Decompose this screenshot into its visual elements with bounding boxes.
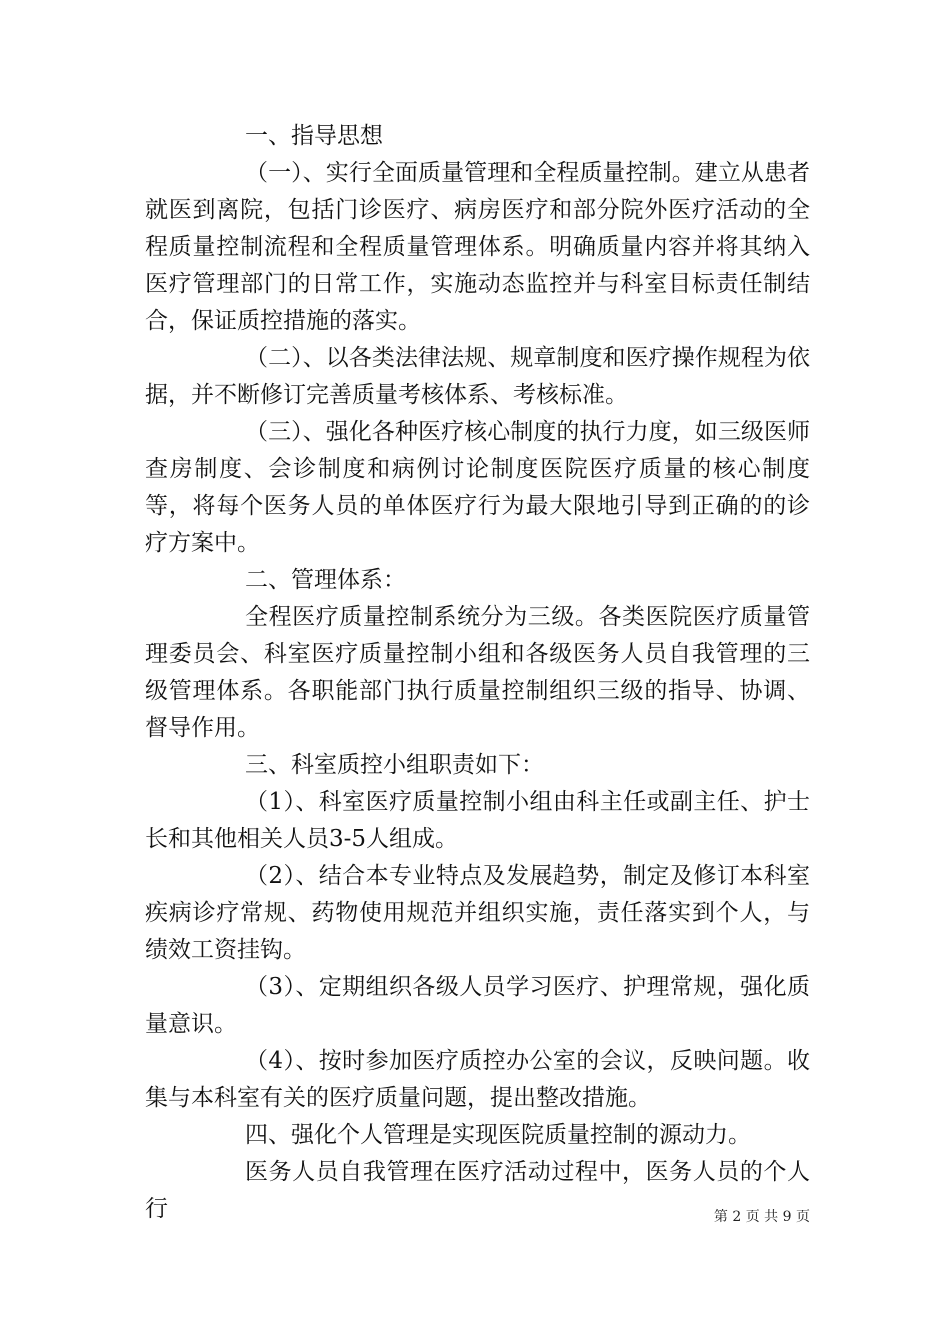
paragraph-item-3: （三）、强化各种医疗核心制度的执行力度，如三级医师查房制度、会诊制度和病例讨论制度医院医疗质量的核心制度等，将每个医务人员的单体医疗行为最大限地引导到正确的的诊疗方案中。 xyxy=(145,419,810,556)
paragraph-personal-management: 医务人员自我管理在医疗活动过程中，医务人员的个人行 xyxy=(145,1159,810,1222)
section-heading-guiding-idea: 一、指导思想 xyxy=(245,123,383,149)
section-heading-qc-group-duties: 三、科室质控小组职责如下： xyxy=(245,752,544,778)
paragraph-item-1: （一）、实行全面质量管理和全程质量控制。建立从患者就医到离院，包括门诊医疗、病房医疗和部分院外医疗活动的全程质量控制流程和全程质量管理体系。明确质量内容并将其纳入医疗管理部门的日常工作，实施动态监控并与科室目标责任制结合，保证质控措施的落实。 xyxy=(145,160,810,334)
paragraph-duty-1: （1）、科室医疗质量控制小组由科主任或副主任、护士长和其他相关人员3-5人组成。 xyxy=(145,789,810,852)
page-number-footer: 第 2 页 共 9 页 xyxy=(713,1209,810,1225)
paragraph-duty-4: （4）、按时参加医疗质控办公室的会议，反映问题。收集与本科室有关的医疗质量问题，提出整改措施。 xyxy=(145,1048,810,1111)
section-heading-personal-management: 四、强化个人管理是实现医院质量控制的源动力。 xyxy=(245,1122,751,1148)
paragraph-management-system: 全程医疗质量控制系统分为三级。各类医院医疗质量管理委员会、科室医疗质量控制小组和各级医务人员自我管理的三级管理体系。各职能部门执行质量控制组织三级的指导、协调、督导作用。 xyxy=(145,604,810,741)
section-heading-management-system: 二、管理体系： xyxy=(245,567,406,593)
paragraph-item-2: （二）、以各类法律法规、规章制度和医疗操作规程为依据，并不断修订完善质量考核体系、考核标准。 xyxy=(145,345,810,408)
paragraph-duty-2: （2）、结合本专业特点及发展趋势，制定及修订本科室疾病诊疗常规、药物使用规范并组织实施，责任落实到个人，与绩效工资挂钩。 xyxy=(145,863,810,963)
document-body xyxy=(145,118,810,1228)
paragraph-duty-3: （3）、定期组织各级人员学习医疗、护理常规，强化质量意识。 xyxy=(145,974,810,1037)
